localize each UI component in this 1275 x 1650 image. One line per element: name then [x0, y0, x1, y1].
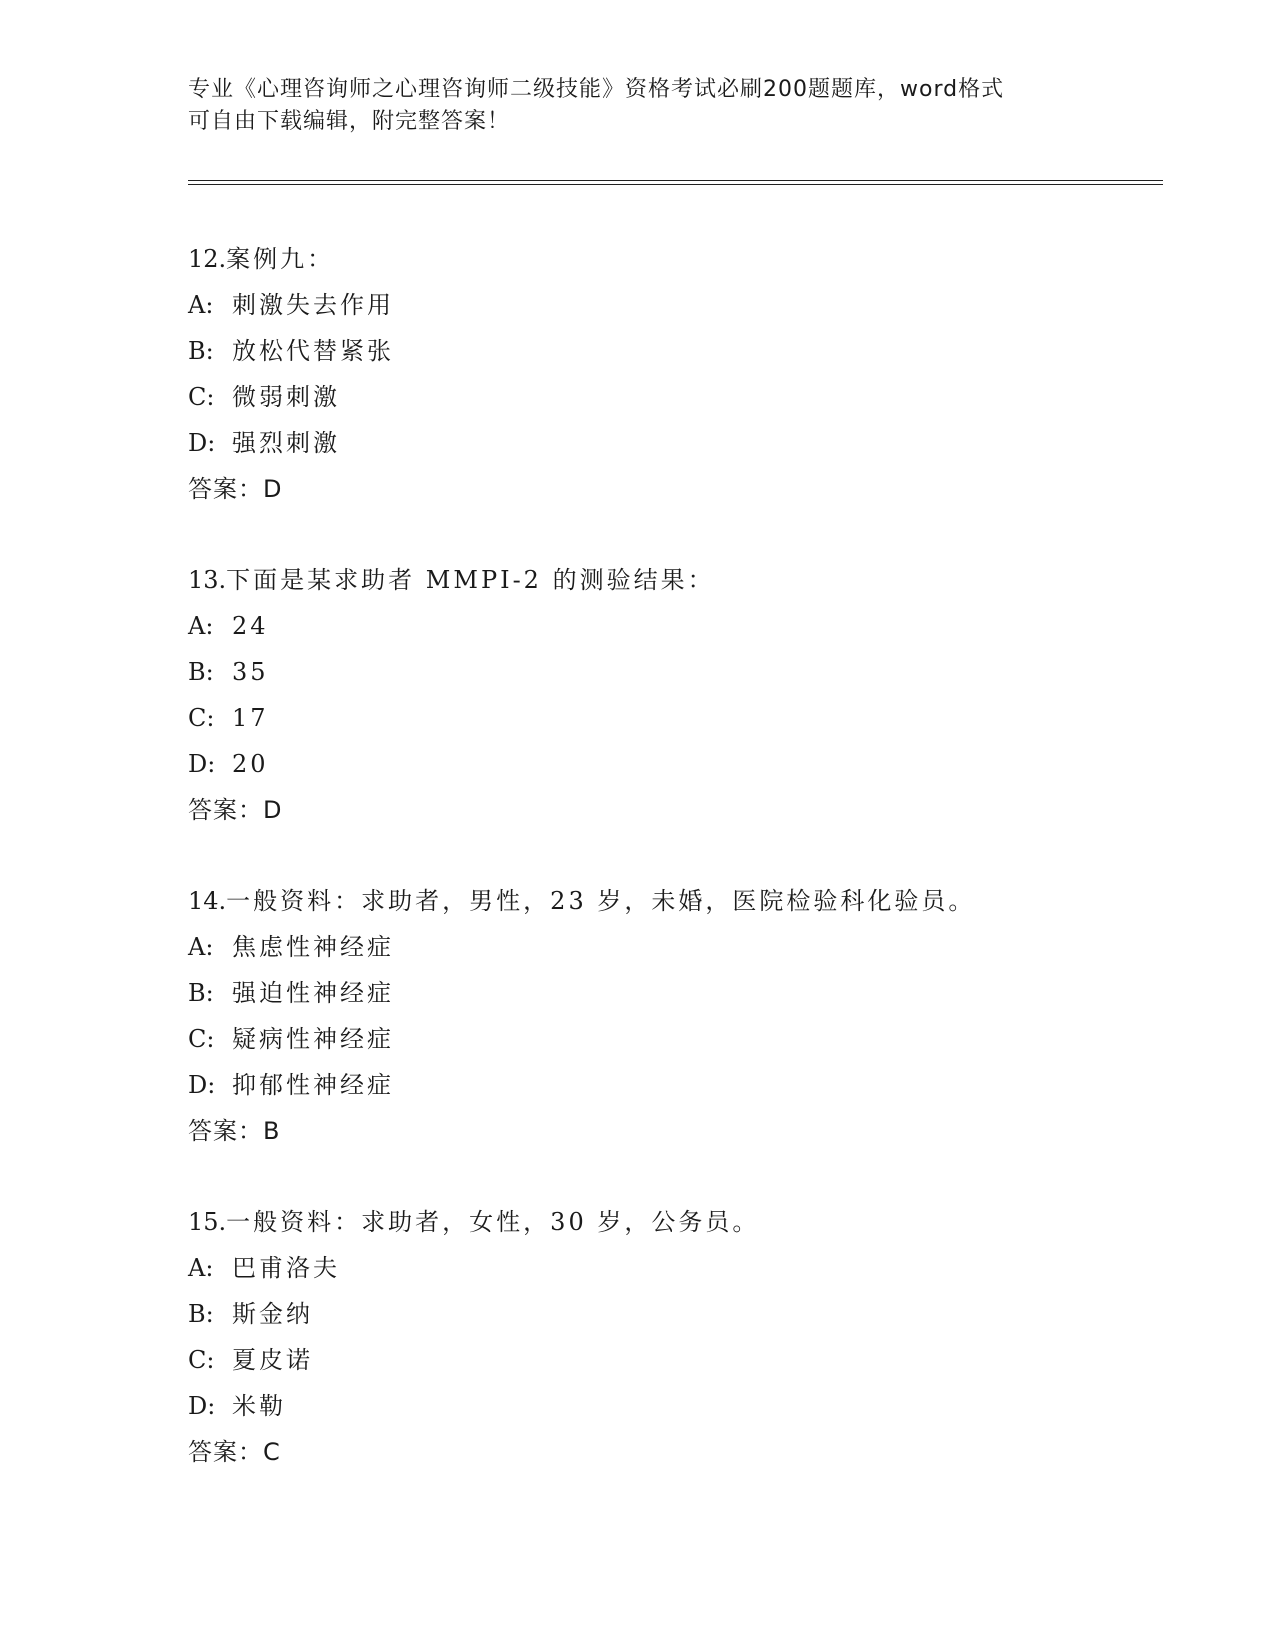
option-b [188, 328, 1168, 374]
header-divider-bottom [188, 184, 1163, 185]
question-15 [188, 1199, 1168, 1475]
option-text: 斯金纳 [232, 1300, 313, 1328]
option-label: A: [188, 933, 214, 961]
option-text: 米勒 [232, 1392, 286, 1420]
option-text: 微弱刺激 [232, 383, 340, 411]
option-label: C: [188, 383, 215, 411]
option-label: D: [188, 750, 216, 778]
answer-value: D [263, 796, 283, 824]
question-13 [188, 557, 1168, 833]
option-label: C: [188, 1025, 215, 1053]
answer-line [188, 1108, 1168, 1154]
option-label: C: [188, 704, 215, 732]
answer-line [188, 466, 1168, 512]
option-text: 17 [232, 704, 269, 732]
option-label: B: [188, 337, 214, 365]
question-number: 15. [188, 1208, 227, 1236]
option-label: B: [188, 1300, 214, 1328]
answer-prefix: 答案： [188, 475, 263, 503]
header-divider-top [188, 180, 1163, 181]
question-stem [188, 878, 1168, 924]
question-number: 12. [188, 245, 227, 273]
option-d [188, 741, 1168, 787]
answer-line [188, 1429, 1168, 1475]
answer-prefix: 答案： [188, 1438, 263, 1466]
option-text: 35 [232, 658, 269, 686]
option-label: B: [188, 979, 214, 1007]
option-d [188, 1383, 1168, 1429]
option-b [188, 1291, 1168, 1337]
question-stem [188, 557, 1168, 603]
answer-line [188, 787, 1168, 833]
document-header [188, 74, 1088, 138]
option-text: 20 [232, 750, 269, 778]
question-number: 13. [188, 566, 227, 594]
question-14 [188, 878, 1168, 1154]
answer-prefix: 答案： [188, 1117, 263, 1145]
answer-value: C [263, 1438, 281, 1466]
question-stem [188, 236, 1168, 282]
option-text: 放松代替紧张 [232, 337, 394, 365]
answer-prefix: 答案： [188, 796, 263, 824]
question-number: 14. [188, 887, 227, 915]
option-b [188, 649, 1168, 695]
question-text: 一般资料：求助者，女性，30 岁，公务员。 [226, 1208, 760, 1236]
option-text: 抑郁性神经症 [232, 1071, 394, 1099]
option-c [188, 1337, 1168, 1383]
option-text: 巴甫洛夫 [232, 1254, 340, 1282]
option-b [188, 970, 1168, 1016]
option-label: D: [188, 429, 216, 457]
option-label: D: [188, 1392, 216, 1420]
option-label: A: [188, 291, 214, 319]
option-label: B: [188, 658, 214, 686]
answer-value: B [263, 1117, 281, 1145]
option-c [188, 374, 1168, 420]
answer-value: D [263, 475, 283, 503]
question-stem [188, 1199, 1168, 1245]
question-list [188, 236, 1168, 1475]
question-text: 一般资料：求助者，男性，23 岁，未婚，医院检验科化验员。 [226, 887, 976, 915]
header-line-2: 可自由下载编辑，附完整答案！ [188, 109, 511, 134]
option-label: D: [188, 1071, 216, 1099]
option-text: 强迫性神经症 [232, 979, 394, 1007]
option-a [188, 282, 1168, 328]
option-text: 强烈刺激 [232, 429, 340, 457]
option-text: 焦虑性神经症 [232, 933, 394, 961]
option-text: 夏皮诺 [232, 1346, 313, 1374]
option-a [188, 924, 1168, 970]
option-a [188, 603, 1168, 649]
option-label: C: [188, 1346, 215, 1374]
option-c [188, 695, 1168, 741]
option-text: 24 [232, 612, 269, 640]
question-text: 下面是某求助者 MMPI-2 的测验结果： [226, 566, 715, 594]
header-line-1: 专业《心理咨询师之心理咨询师二级技能》资格考试必刷200题题库，word格式 [188, 77, 1005, 102]
option-text: 刺激失去作用 [232, 291, 394, 319]
option-a [188, 1245, 1168, 1291]
option-d [188, 420, 1168, 466]
question-12 [188, 236, 1168, 512]
question-text: 案例九： [226, 245, 335, 273]
option-label: A: [188, 1254, 214, 1282]
option-d [188, 1062, 1168, 1108]
option-c [188, 1016, 1168, 1062]
option-label: A: [188, 612, 214, 640]
option-text: 疑病性神经症 [232, 1025, 394, 1053]
